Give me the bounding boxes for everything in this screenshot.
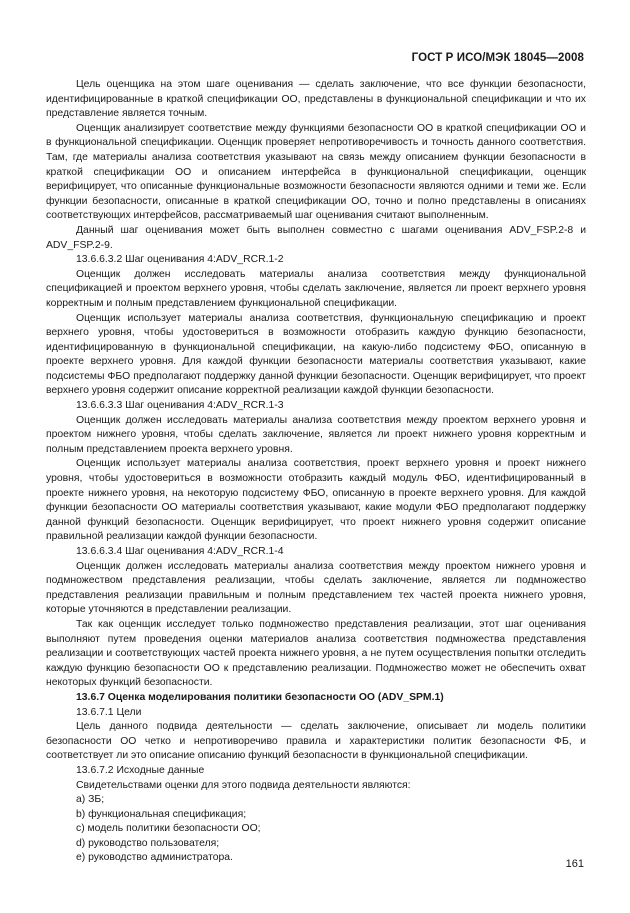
section-reference: 13.6.6.3.2 Шаг оценивания 4:ADV_RCR.1-2: [76, 254, 284, 266]
paragraph: Оценщик должен исследовать материалы анализа соответствия между проектом нижнего уровня и подмножеством представления реализации, чтобы сделать заключение, является ли подмножество представления реализации правильным и полным представлением тех частей проекта нижнего уровня, которые уточняются в представлении реализации.: [46, 560, 586, 616]
paragraph: Цель данного подвида деятельности — сделать заключение, описывает ли модель политики безопасности ОО четко и непротиворечиво правила и характеристики политик безопасности ФБ, и соответствует ли это описание описанию функций безопасности в функциональной спецификации.: [46, 721, 586, 762]
paragraph: Оценщик должен исследовать материалы анализа соответствия между функциональной спецификацией и проектом верхнего уровня, чтобы сделать заключение, является ли проект верхнего уровня корректным и полным представлением функциональной спецификации.: [46, 268, 586, 309]
list-item: d) руководство пользователя;: [76, 837, 220, 849]
document-header: ГОСТ Р ИСО/МЭК 18045—2008: [411, 52, 584, 64]
page-number: 161: [565, 858, 584, 870]
section-heading: 13.6.7 Оценка моделирования политики безопасности ОО (ADV_SPM.1): [76, 691, 444, 703]
section-reference: 13.6.6.3.4 Шаг оценивания 4:ADV_RCR.1-4: [76, 546, 284, 557]
paragraph: Свидетельствами оценки для этого подвида деятельности являются:: [76, 779, 411, 791]
section-reference: 13.6.7.1 Цели: [76, 706, 142, 718]
paragraph: Оценщик использует материалы анализа соответствия, функциональную спецификацию и проект верхнего уровня, чтобы удостовериться в возможности отобразить каждую функцию безопасности, идентифицированную в функциональной спецификации, на какую-либо подсистему ФБО, описанную в проекте верхнего уровня. Для каждой функции безопасности материалы соответствия указывают, какие подсистемы ФБО предполагают поддержку данной функции безопасности. Оценщик верифицирует, что проект верхнего уровня содержит описание корректной реализации каждой функции безопасности.: [46, 312, 586, 397]
paragraph: Оценщик должен исследовать материалы анализа соответствия между проектом верхнего уровня и проектом нижнего уровня, чтобы сделать заключение, является ли проект нижнего уровня корректным и полным представлением проекта верхнего уровня.: [46, 414, 586, 455]
paragraph: Цель оценщика на этом шаге оценивания — сделать заключение, что все функции безопасности, идентифицированные в краткой спецификации ОО, представлены в функциональной спецификации и что их представление является точным.: [46, 79, 586, 120]
paragraph: Оценщик использует материалы анализа соответствия, проект верхнего уровня и проект нижнего уровня, чтобы удостовериться в возможности отобразить каждый модуль ФБО, идентифицированный в проекте нижнего уровня, на некоторую подсистему ФБО, описанную в проекте верхнего уровня. Для каждой функции безопасности ОО материалы соответствия указывают, какие модули ФБО предполагают поддержку данной функций безопасности. Оценщик верифицирует, что проект нижнего уровня содержит описание правильной реализации каждой функции безопасности.: [46, 458, 586, 543]
list-item: b) функциональная спецификация;: [76, 808, 247, 820]
document-body: [46, 78, 586, 866]
paragraph: Данный шаг оценивания может быть выполнен совместно с шагами оценивания ADV_FSP.2-8 и ADV_FSP.2-9.: [46, 224, 586, 251]
list-item: a) ЗБ;: [76, 794, 105, 806]
paragraph: Оценщик анализирует соответствие между функциями безопасности ОО в краткой спецификации ОО и в функциональной спецификации. Оценщик проверяет непротиворечивость и точность данного соответствия. Там, где материалы анализа соответствия указывают на связь между описанием функции безопасности в краткой спецификации ОО и описанием интерфейса в функциональной спецификации, оценщик верифицирует, что описанные функциональные возможности безопасности являются одними и теми же. Если функции безопасности, описанные в краткой спецификации ОО, точно и полно представлены в описаниях соответствующих интерфейсов, рассматриваемый шаг оценивания считают выполненным.: [46, 122, 586, 222]
section-reference: 13.6.7.2 Исходные данные: [76, 764, 205, 776]
list-item: c) модель политики безопасности ОО;: [76, 823, 261, 835]
section-reference: 13.6.6.3.3 Шаг оценивания 4:ADV_RCR.1-3: [76, 400, 284, 412]
paragraph: Так как оценщик исследует только подмножество представления реализации, этот шаг оценивания выполняют путем проведения оценки материалов анализа соответствия подмножества представления реализации и соответствующих частей проекта нижнего уровня, а не путем осуществления попытки отследить каждую функцию безопасности ОО к представлению реализации. Подмножество может не обеспечить охват некоторых функций безопасности.: [46, 618, 586, 689]
list-item: e) руководство администратора.: [76, 852, 233, 864]
